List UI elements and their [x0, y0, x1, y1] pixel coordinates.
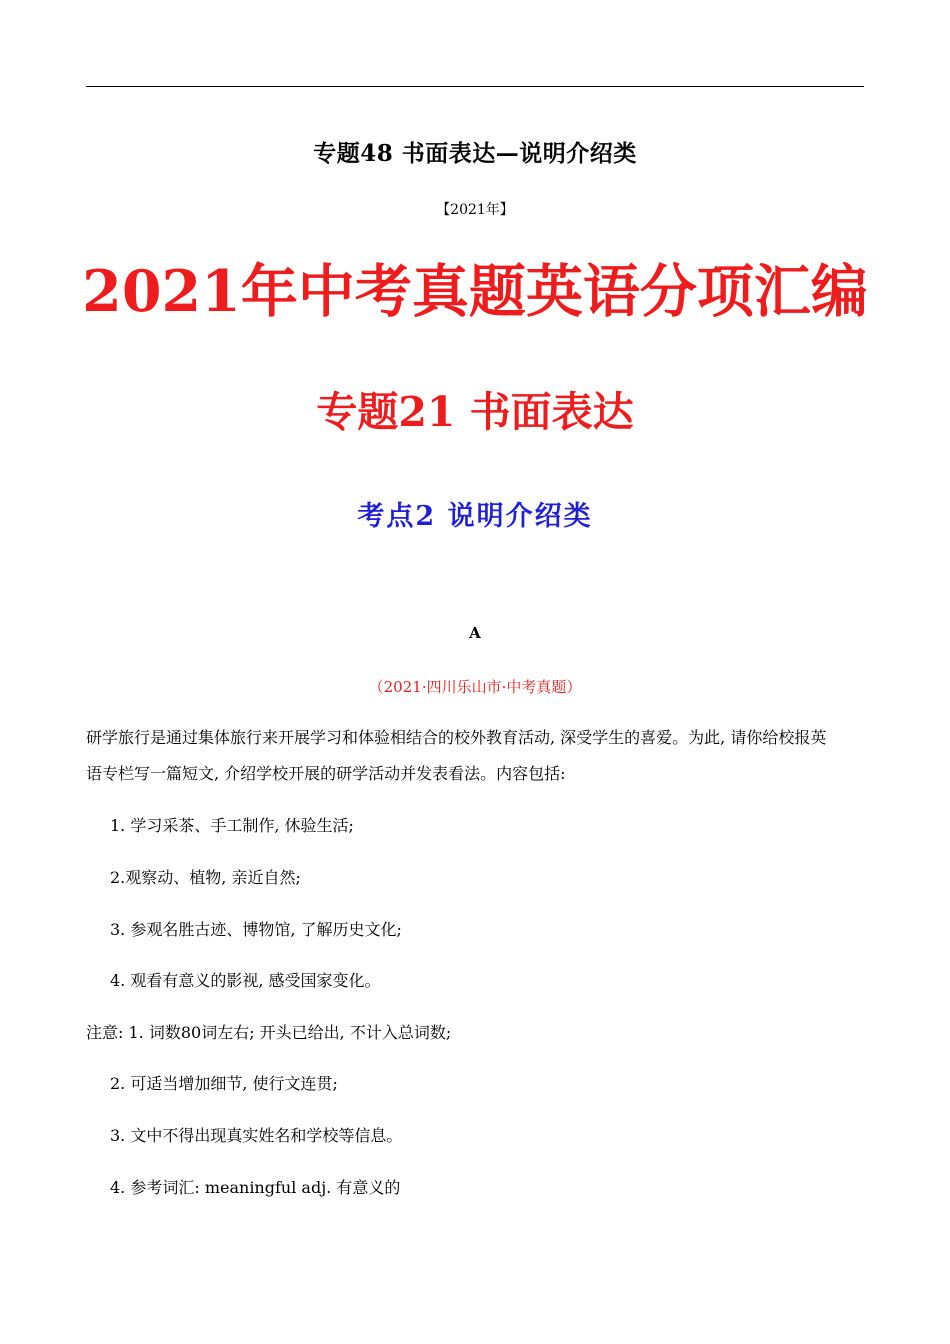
question-source: （2021·四川乐山市·中考真题）	[368, 678, 582, 696]
content-item-1: 1. 学习采茶、手工制作, 休验生活;	[110, 816, 354, 835]
note-item-1: 注意: 1. 词数80词左右; 开头已给出, 不计入总词数;	[86, 1023, 452, 1042]
content-item-4: 4. 观看有意义的影视, 感受国家变化。	[110, 971, 381, 990]
main-title: 2021年中考真题英语分项汇编	[82, 258, 868, 325]
topic-title: 专题48 书面表达—说明介绍类	[313, 140, 637, 167]
note-item-3: 3. 文中不得出现真实姓名和学校等信息。	[110, 1126, 403, 1145]
intro-line-1: 研学旅行是通过集体旅行来开展学习和体验相结合的校外教育活动, 深受学生的喜爱。为此, 请你给校报英	[86, 728, 827, 747]
content-item-2: 2.观察动、植物, 亲近自然;	[110, 868, 301, 887]
point-title: 考点2 说明介绍类	[357, 501, 593, 532]
intro-line-2: 语专栏写一篇短文, 介绍学校开展的研学活动并发表看法。内容包括:	[86, 764, 566, 783]
header-rule	[86, 86, 864, 87]
sub-title: 专题21 书面表达	[316, 388, 634, 436]
note-item-4: 4. 参考词汇: meaningful adj. 有意义的	[110, 1178, 401, 1197]
question-letter: A	[469, 624, 481, 642]
content-item-3: 3. 参观名胜古迹、博物馆, 了解历史文化;	[110, 920, 402, 939]
note-item-2: 2. 可适当增加细节, 使行文连贯;	[110, 1074, 338, 1093]
year-tag: 【2021年】	[436, 202, 514, 218]
